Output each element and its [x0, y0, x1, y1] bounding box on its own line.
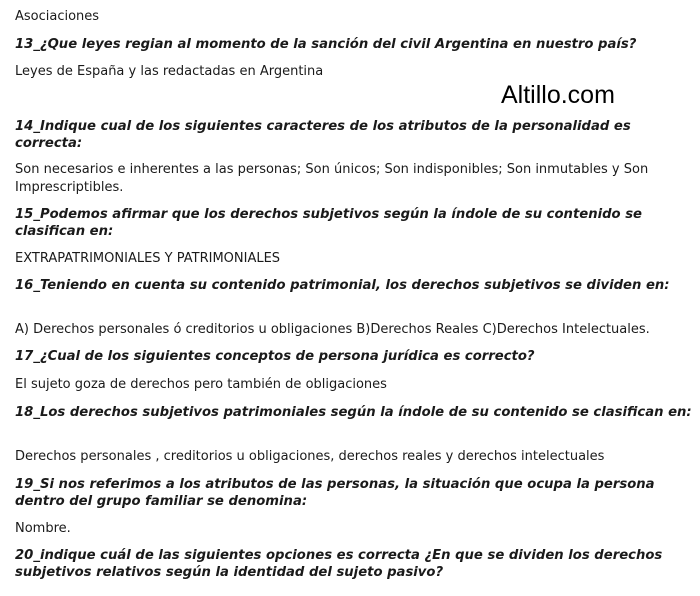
answer-18: Derechos personales , creditorios u obligaciones, derechos reales y derechos intelectuales	[15, 449, 605, 464]
question-15: 15_Podemos afirmar que los derechos subjetivos según la índole de su contenido se clasifican en:	[15, 207, 642, 239]
question-18: 18_Los derechos subjetivos patrimoniales según la índole de su contenido se clasifican en:	[15, 405, 692, 420]
answer-13: Leyes de España y las redactadas en Argentina	[15, 64, 324, 79]
answer-15: EXTRAPATRIMONIALES Y PATRIMONIALES	[15, 251, 281, 266]
question-13: 13_¿Que leyes regian al momento de la sanción del civil Argentina en nuestro país?	[15, 37, 637, 52]
question-19: 19_Si nos referimos a los atributos de las personas, la situación que ocupa la persona dentro del grupo familiar se denomina:	[15, 477, 655, 509]
question-20: 20_indique cuál de las siguientes opciones es correcta ¿En que se dividen los derechos subjetivos relativos según la identidad del sujeto pasivo?	[15, 548, 663, 580]
question-14: 14_Indique cual de los siguientes caracteres de los atributos de la personalidad es correcta:	[15, 119, 631, 151]
altillo-watermark: Altillo.com	[501, 81, 615, 109]
answer-16: A) Derechos personales ó creditorios u obligaciones B)Derechos Reales C)Derechos Intelectuales.	[15, 322, 650, 337]
question-17: 17_¿Cual de los siguientes conceptos de persona jurídica es correcto?	[15, 349, 535, 364]
question-16: 16_Teniendo en cuenta su contenido patrimonial, los derechos subjetivos se dividen en:	[15, 278, 670, 293]
answer-17: El sujeto goza de derechos pero también de obligaciones	[15, 377, 387, 392]
section-title: Asociaciones	[15, 9, 100, 24]
answer-14: Son necesarios e inherentes a las personas; Son únicos; Son indisponibles; Son inmutables y Son Imprescriptibles.	[15, 162, 649, 195]
answer-19: Nombre.	[15, 521, 71, 536]
